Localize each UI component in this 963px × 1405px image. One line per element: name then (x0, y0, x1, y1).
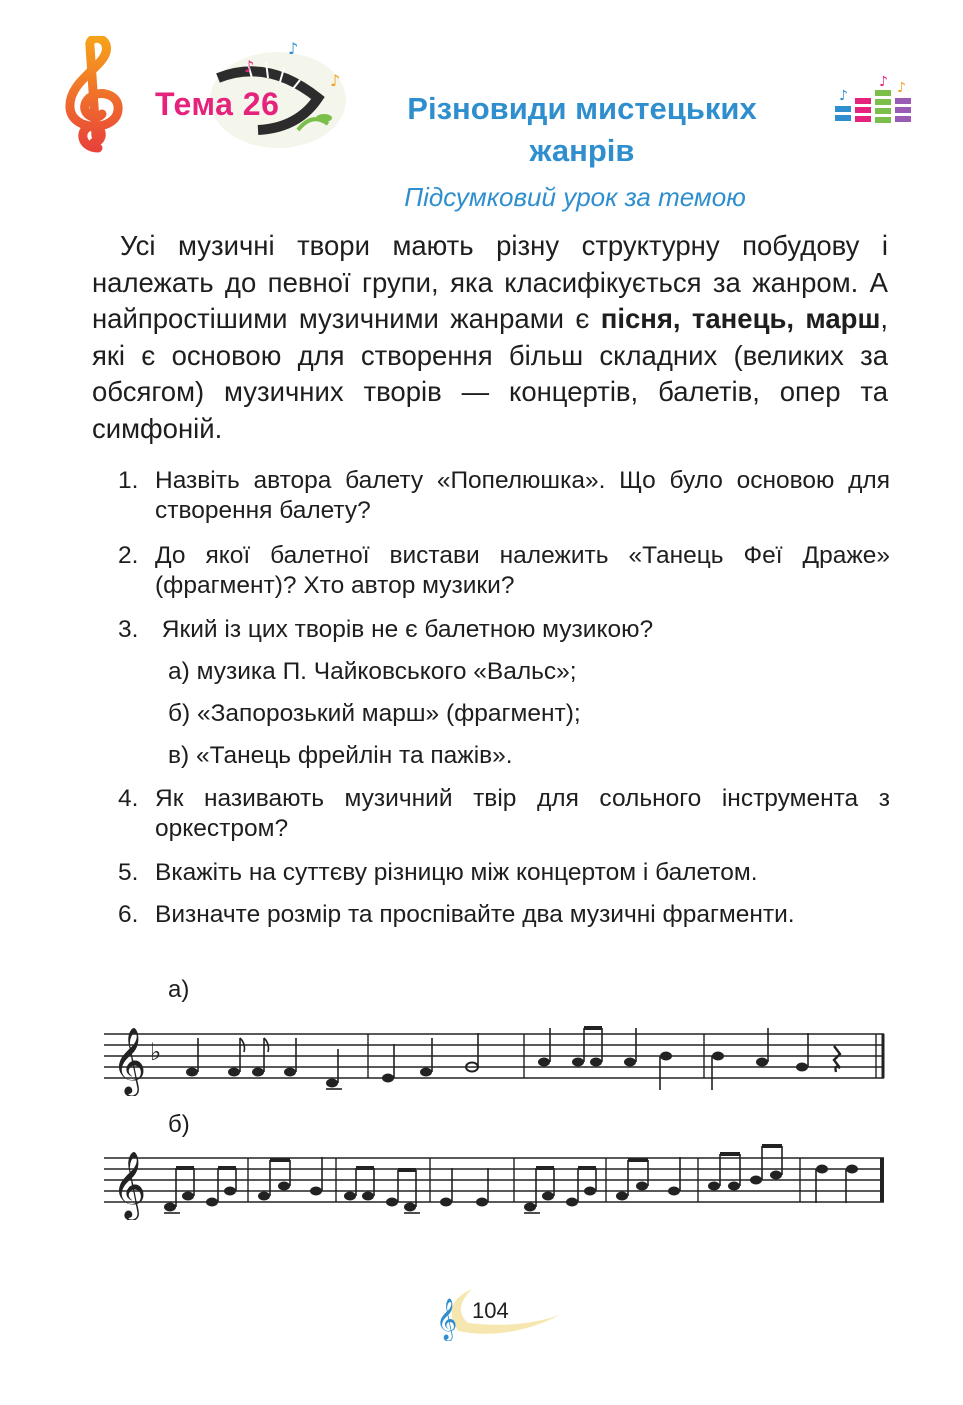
intro-paragraph (92, 228, 888, 447)
treble-clef-icon (60, 36, 130, 156)
question-3: 3. Який із цих творів не є балетною музикою? (118, 616, 654, 643)
option-c: в) «Танець фрейлін та пажів». (168, 742, 513, 769)
title-line-2: жанрів (529, 133, 635, 168)
svg-text:𝄞: 𝄞 (112, 1150, 147, 1218)
svg-text:♭: ♭ (150, 1038, 162, 1066)
svg-text:♪: ♪ (330, 71, 341, 90)
subtitle: Підсумковий урок за темою (404, 182, 746, 212)
fragment-a-label: а) (168, 976, 190, 1003)
option-b: б) «Запорозький марш» (фрагмент); (168, 700, 581, 727)
fragment-b-label: б) (168, 1111, 190, 1138)
music-staff-a (100, 1016, 890, 1096)
svg-text:𝄞: 𝄞 (436, 1299, 458, 1340)
question-2: 2. До якої балетної вистави належить «Танець Феї Драже» (фрагмент)? Хто автор музики? (118, 542, 890, 599)
svg-text:♪: ♪ (244, 57, 255, 76)
intro-text-2: , які є основою для створення більш складних (великих за обсягом) музичних творів — концертів, балетів, опер та симфоній. (92, 303, 889, 444)
equalizer-notes-icon (833, 72, 913, 128)
question-4: 4. Як називають музичний твір для сольного інструмента з оркестром? (118, 785, 890, 842)
question-5: 5. Вкажіть на суттєву різницю між концертом і балетом. (118, 859, 758, 886)
svg-text:♪: ♪ (879, 74, 888, 90)
svg-text:♪: ♪ (897, 80, 906, 96)
intro-genres-bold: пісня, танець, марш (600, 303, 881, 334)
option-a: а) музика П. Чайковського «Вальс»; (168, 658, 577, 685)
intro-text-1: Усі музичні твори мають різну структурну побудову і належать до певної групи, яка класифікується за жанром. А найпростішими музичними жанрами є (92, 230, 888, 334)
svg-text:♪: ♪ (288, 39, 299, 58)
page-title (372, 88, 792, 172)
music-staff-b (100, 1140, 890, 1220)
svg-text:𝄞: 𝄞 (112, 1026, 147, 1094)
question-1: 1. Назвіть автора балету «Попелюшка». Що було основою для створення балету? (118, 467, 890, 524)
theme-label: Тема 26 (155, 86, 280, 122)
title-line-1: Різновиди мистецьких (407, 91, 757, 126)
svg-text:♪: ♪ (839, 88, 848, 104)
question-6: 6. Визначте розмір та проспівайте два музичні фрагменти. (118, 901, 795, 928)
page-number: 104 (472, 1298, 509, 1323)
